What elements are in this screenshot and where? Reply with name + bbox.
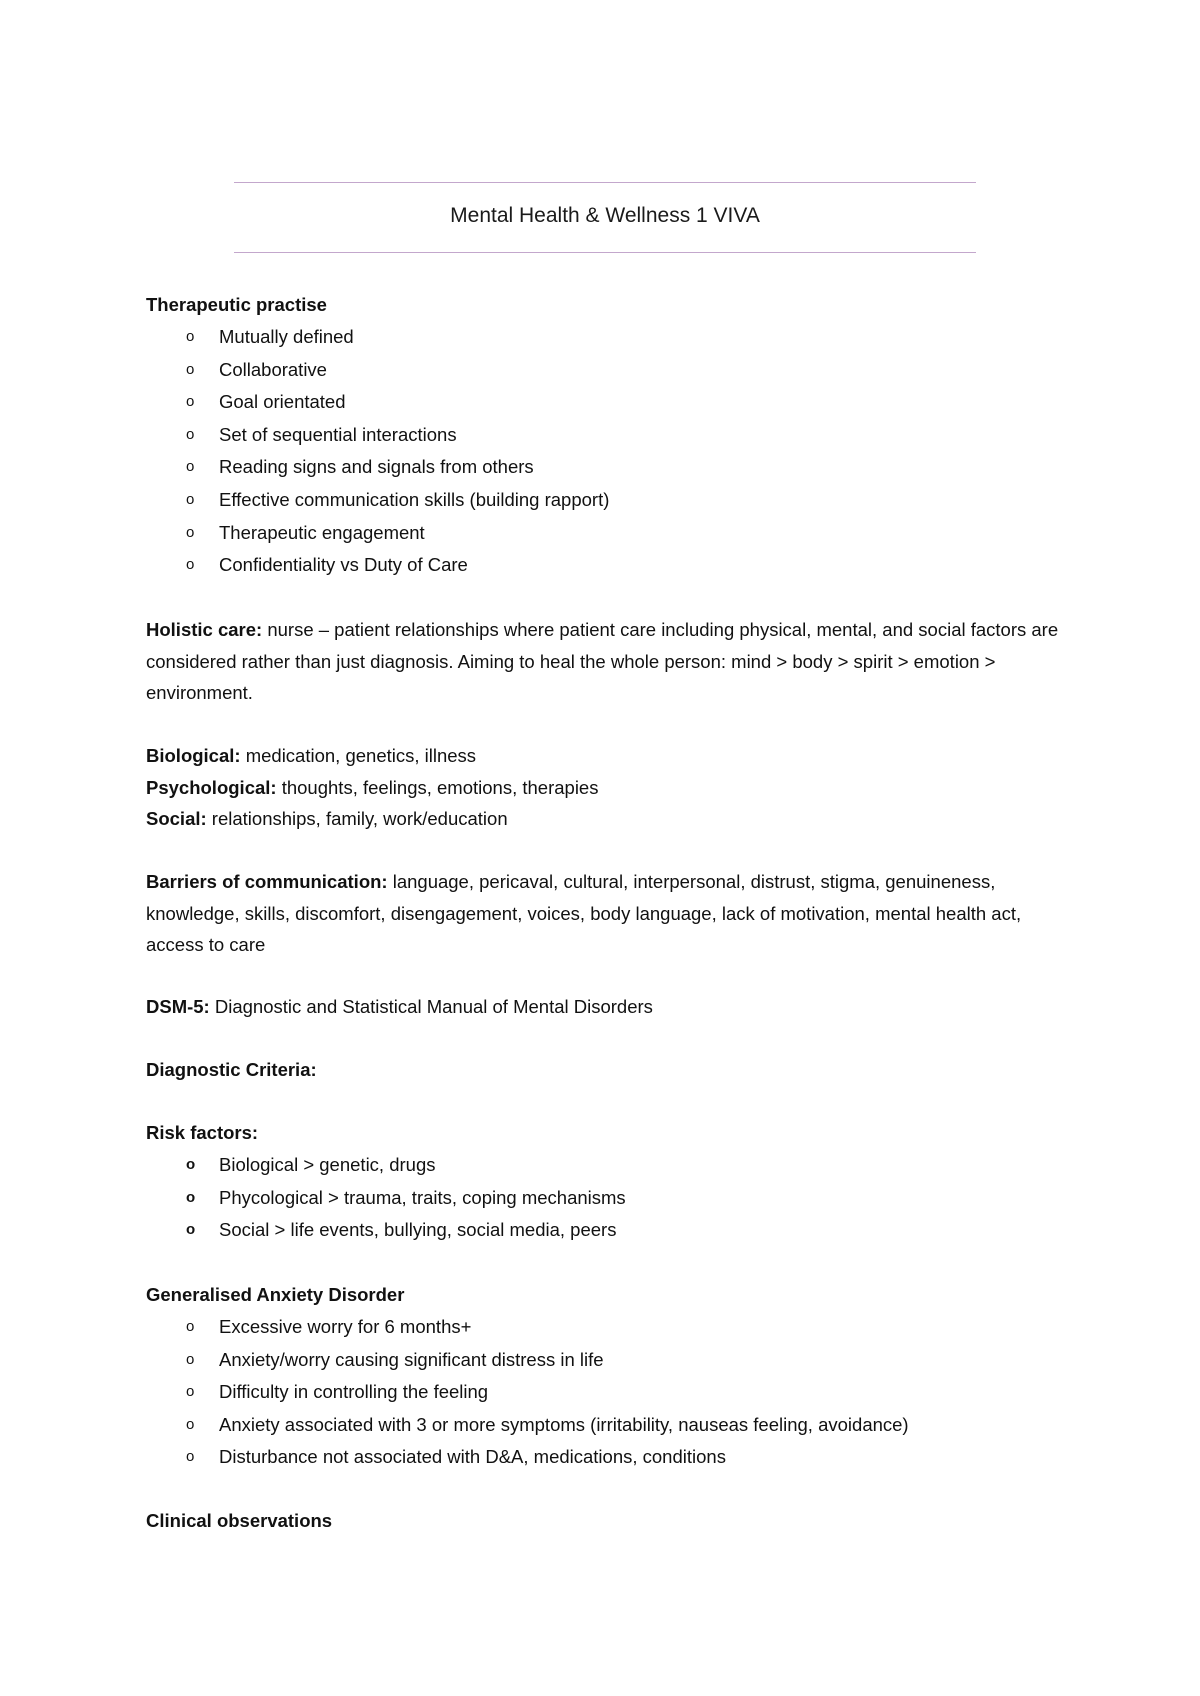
list-item bbox=[146, 386, 1066, 419]
bullet-marker: o bbox=[186, 1221, 196, 1239]
list-item-text: Therapeutic engagement bbox=[219, 521, 425, 543]
biological-line bbox=[146, 740, 1066, 772]
risk-factors-heading: Risk factors: bbox=[146, 1122, 259, 1143]
list-item bbox=[146, 1149, 1066, 1182]
bullet-marker: o bbox=[186, 1383, 195, 1401]
bullet-marker: o bbox=[186, 393, 195, 411]
list-item-text: Social > life events, bullying, social media, peers bbox=[219, 1219, 617, 1241]
list-item bbox=[146, 517, 1066, 550]
list-item-text: Effective communication skills (building rapport) bbox=[219, 488, 610, 510]
gad-heading: Generalised Anxiety Disorder bbox=[146, 1284, 405, 1305]
dsm-label: DSM-5: bbox=[146, 996, 210, 1017]
list-item-text: Set of sequential interactions bbox=[219, 423, 457, 445]
list-item bbox=[146, 419, 1066, 452]
barriers-label: Barriers of communication: bbox=[146, 871, 388, 892]
dsm-line bbox=[146, 991, 1066, 1023]
psychological-line bbox=[146, 772, 1066, 804]
barriers-text: language, pericaval, cultural, interpersonal, distrust, stigma, genuineness, knowledge, skills, discomfort, disengagement, voices, body language, lack of motivation, mental health act, access to care bbox=[146, 871, 1022, 955]
list-item-text: Collaborative bbox=[219, 358, 327, 380]
social-line bbox=[146, 803, 1066, 835]
holistic-paragraph bbox=[146, 614, 1066, 709]
list-item-text: Difficulty in controlling the feeling bbox=[219, 1381, 489, 1403]
risk-factors-section bbox=[146, 1117, 1066, 1247]
list-item bbox=[146, 549, 1066, 582]
bullet-marker: o bbox=[186, 328, 195, 345]
list-item bbox=[146, 1344, 1066, 1377]
bullet-marker: o bbox=[186, 1350, 195, 1368]
bullet-marker: o bbox=[186, 425, 195, 443]
biological-text: medication, genetics, illness bbox=[240, 745, 477, 766]
holistic-text: nurse – patient relationships where patient care including physical, mental, and social factors are considered rather than just diagnosis. Aiming to heal the whole person: mind > body > spirit > emotion > environment. bbox=[146, 619, 1059, 703]
bullet-marker: o bbox=[186, 556, 195, 574]
list-item-text: Phycological > trauma, traits, coping mechanisms bbox=[219, 1186, 626, 1208]
title-top-rule bbox=[234, 182, 976, 183]
title-bottom-rule bbox=[234, 252, 976, 253]
bullet-marker: o bbox=[186, 360, 195, 378]
list-item bbox=[146, 451, 1066, 484]
list-item-text: Excessive worry for 6 months+ bbox=[219, 1316, 472, 1337]
list-item-text: Disturbance not associated with D&A, medications, conditions bbox=[219, 1446, 726, 1468]
bullet-marker: o bbox=[186, 1318, 195, 1335]
list-item-text: Anxiety associated with 3 or more symptoms (irritability, nauseas feeling, avoidance) bbox=[219, 1413, 909, 1435]
gad-section bbox=[146, 1279, 1066, 1474]
list-item bbox=[146, 1409, 1066, 1442]
diagnostic-criteria-heading: Diagnostic Criteria: bbox=[146, 1059, 317, 1080]
list-item-text: Anxiety/worry causing significant distress in life bbox=[219, 1348, 604, 1370]
list-item-text: Biological > genetic, drugs bbox=[219, 1154, 436, 1175]
list-item-text: Mutually defined bbox=[219, 326, 354, 347]
therapeutic-section bbox=[146, 289, 1066, 582]
list-item bbox=[146, 1376, 1066, 1409]
bullet-marker: o bbox=[186, 523, 195, 541]
bullet-marker: o bbox=[186, 458, 195, 476]
bullet-marker: o bbox=[186, 1188, 196, 1206]
bullet-marker: o bbox=[186, 1415, 195, 1433]
bullet-marker: o bbox=[186, 1156, 196, 1173]
list-item-text: Reading signs and signals from others bbox=[219, 456, 534, 478]
biological-label: Biological: bbox=[146, 745, 241, 766]
social-text: relationships, family, work/education bbox=[206, 808, 508, 829]
list-item bbox=[146, 1214, 1066, 1247]
clinical-observations-heading: Clinical observations bbox=[146, 1510, 333, 1531]
social-label: Social: bbox=[146, 808, 207, 829]
barriers-paragraph bbox=[146, 866, 1066, 961]
holistic-label: Holistic care: bbox=[146, 619, 263, 640]
psychological-text: thoughts, feelings, emotions, therapies bbox=[276, 776, 599, 798]
psychological-label: Psychological: bbox=[146, 776, 277, 798]
bullet-marker: o bbox=[186, 1448, 195, 1466]
document-title: Mental Health & Wellness 1 VIVA bbox=[450, 204, 760, 227]
risk-factors-list bbox=[146, 1149, 1066, 1247]
dsm-text: Diagnostic and Statistical Manual of Mental Disorders bbox=[209, 996, 653, 1017]
list-item-text: Goal orientated bbox=[219, 391, 346, 413]
biopsychosocial-section bbox=[146, 740, 1066, 835]
bullet-marker: o bbox=[186, 490, 195, 508]
therapeutic-heading: Therapeutic practise bbox=[146, 294, 327, 315]
gad-list bbox=[146, 1311, 1066, 1474]
list-item bbox=[146, 1311, 1066, 1344]
list-item-text: Confidentiality vs Duty of Care bbox=[219, 554, 468, 576]
list-item bbox=[146, 1182, 1066, 1215]
list-item bbox=[146, 321, 1066, 354]
therapeutic-list bbox=[146, 321, 1066, 582]
list-item bbox=[146, 1441, 1066, 1474]
list-item bbox=[146, 354, 1066, 387]
list-item bbox=[146, 484, 1066, 517]
